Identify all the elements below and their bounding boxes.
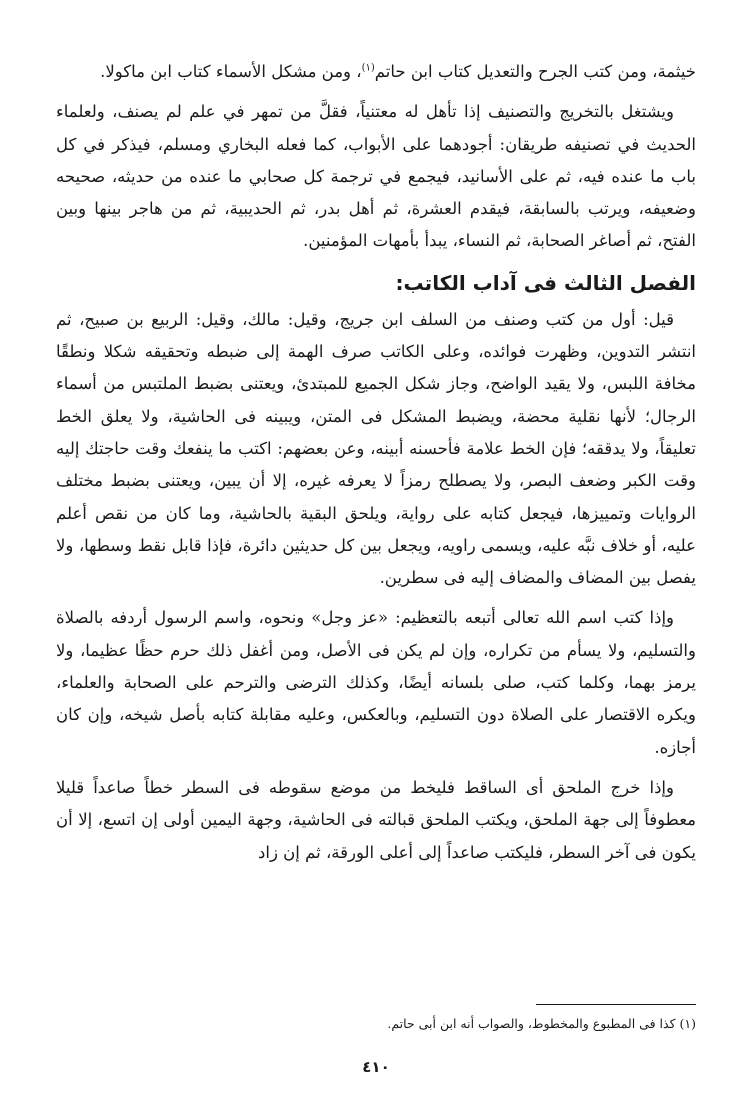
main-text-column (56, 56, 696, 869)
section-heading: الفصل الثالث فى آداب الكاتب: (395, 270, 696, 295)
footnote: (١) كذا فى المطبوع والمخطوط، والصواب أنه ابن أبى حاتم. (387, 1016, 696, 1031)
paragraph-intro-text-a: خيثمة، ومن كتب الجرح والتعديل كتاب ابن حاتم (374, 62, 696, 81)
paragraph-awwal-man-kataba: قيل: أول من كتب وصنف من السلف ابن جريج، وقيل: مالك، وقيل: الربيع بن صبيح، ثم انتشر التدوين، وظهرت فوائده، وعلى الكاتب صرف الهمة إلى ضبطه وتحقيقه شكلا ونطقًا مخافة اللبس، ولا يقيد الواضح، وجاز شكل الجميع للمبتدئ، ويعتنى بضبط الملتبس من أسماء الرجال؛ لأنها نقلية محضة، ويضبط المشكل فى المتن، ويبينه فى الحاشية، ولا يعلق الخط تعليقاً، ولا يدققه؛ فإن الخط علامة فأحسنه أبينه، وعن بعضهم: اكتب ما ينفعك وقت حاجتك إليه وقت الكبر وضعف البصر، ولا يصطلح رمزاً لا يعرفه غيره، إلا أن يبين، ويعتنى بضبط مختلف الروايات وتمييزها، فيجعل كتابه على رواية، ويلحق البقية بالحاشية، وما كان من نقص أعلم عليه، أو خلاف نبَّه عليه، ويسمى راويه، ويجعل بين كل حديثين دائرة، فإذا قابل نقط وسطها، ولا يفصل بين المضاف والمضاف إليه فى سطرين. (56, 309, 696, 588)
footnote-reference[interactable]: (١) (361, 62, 375, 74)
document-page (56, 56, 696, 1076)
paragraph-intro-text-b: ، ومن مشكل الأسماء كتاب ابن ماكولا. (100, 62, 362, 81)
paragraph-tasnif: ويشتغل بالتخريج والتصنيف إذا تأهل له معتنياً، فقلَّ من تمهر في علم لم يصنف، ولعلماء الحديث في تصنيفه طريقان: أجودهما على الأبواب، كما فعله البخاري ومسلم، فيذكر في كل باب ما عنده فيه، ثم على الأسانيد، فيجمع في ترجمة كل صحابي ما عنده من حديثه، صحيحه وضعيفه، ويرتب بالسابقة، فيقدم العشرة، ثم أهل بدر، ثم الحديبية، ثم من هاجر بينها وبين الفتح، ثم أصاغر الصحابة، ثم النساء، يبدأ بأمهات المؤمنين. (56, 102, 696, 251)
paragraph-intro (56, 56, 696, 88)
paragraph-ism-allah: وإذا كتب اسم الله تعالى أتبعه بالتعظيم: «عز وجل» ونحوه، واسم الرسول أردفه بالصلاة والتسليم، ولا يسأم من تكراره، وإن لم يكن فى الأصل، ومن أغفل ذلك حرم حظًا عظيما، ولا يرمز بهما، وكلما كتب، صلى بلسانه أيضًا، وكذلك الترضى والترحم على الصحابة والعلماء، ويكره الاقتصار على الصلاة دون التسليم، وبالعكس، وعليه مقابلة كتابه بأصل شيخه، وإن كان أجازه. (56, 608, 696, 757)
paragraph-al-mulhaq: وإذا خرج الملحق أى الساقط فليخط من موضع سقوطه فى السطر خطاً صاعداً قليلا معطوفاً إلى جهة الملحق، ويكتب الملحق قبالته فى الحاشية، وجهة اليمين أولى إن اتسع، إلا أن يكون فى آخر السطر، فليكتب صاعداً إلى أعلى الورقة، ثم إن زاد (56, 777, 696, 862)
footnote-divider (536, 1004, 696, 1005)
page-number: ٤١٠ (362, 1058, 390, 1076)
